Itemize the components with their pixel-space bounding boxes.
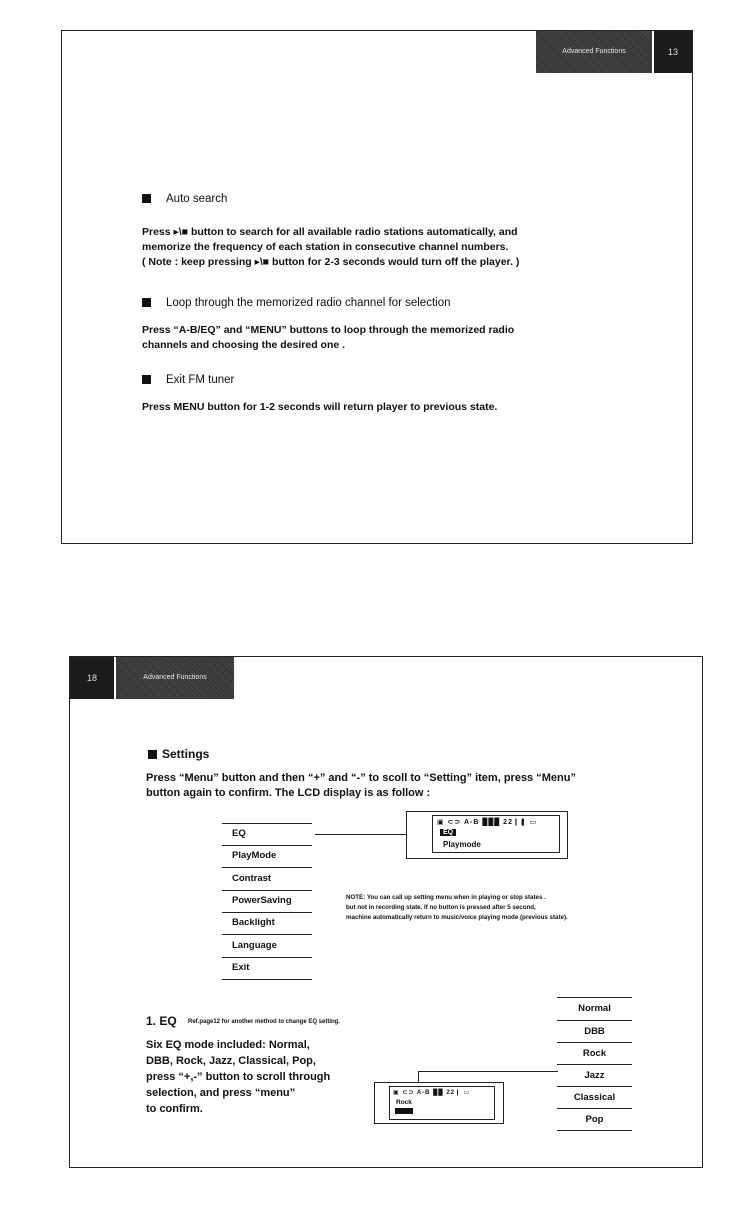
menu-item-backlight: Backlight [222, 912, 312, 935]
eq-mode-classical: Classical [557, 1086, 632, 1109]
lcd-status-icons: ▣ ⊂⊃ A-B ███ 22❙❚ ▭ [437, 819, 538, 826]
eq-mode-normal: Normal [557, 997, 632, 1020]
manual-page-18 [69, 656, 703, 1168]
page-header [536, 31, 692, 73]
settings-heading: Settings [148, 747, 209, 761]
page-header [70, 657, 234, 699]
eq-mode-jazz: Jazz [557, 1064, 632, 1087]
bullet-square-icon [148, 750, 157, 759]
lcd-eq-label: Rock [396, 1099, 412, 1106]
eq-mode-dbb: DBB [557, 1020, 632, 1043]
lcd-status-icons: ▣ ⊂⊃ A-B ██ 22❙ ▭ [393, 1090, 471, 1096]
menu-item-powersaving: PowerSaving [222, 890, 312, 913]
connector-line [418, 1071, 558, 1072]
eq-list-bottom-rule [557, 1130, 632, 1131]
loop-text: Press “A-B/EQ” and “MENU” buttons to loop through the memorized radio channels and choosing the desired one . [142, 324, 515, 351]
section-heading-loop: Loop through the memorized radio channel for selection [142, 297, 450, 309]
menu-item-eq: EQ [222, 823, 312, 846]
bullet-square-icon [142, 194, 151, 203]
exit-text: Press MENU button for 1-2 seconds will return player to previous state. [142, 401, 498, 413]
connector-line-vertical [418, 1071, 419, 1083]
eq-description: Six EQ mode included: Normal, DBB, Rock, Jazz, Classical, Pop, press “+,-” button to scroll through selection, and press “menu” to confirm. [146, 1039, 331, 1115]
manual-page-13 [61, 30, 693, 544]
lcd-display-settings [406, 811, 568, 859]
eq-mode-pop: Pop [557, 1108, 632, 1131]
header-title: Advanced Functions [536, 31, 652, 73]
eq-reference: Ref.page12 for another method to change EQ setting. [188, 1019, 341, 1025]
lcd-display-eq [374, 1082, 504, 1124]
eq-title: 1. EQ [146, 1014, 177, 1028]
lcd-screen [389, 1086, 495, 1120]
auto-search-text: Press ▸\■ button to search for all available radio stations automatically, and memorize the frequency of each station in consecutive channel numbers. ( Note : keep pressing ▸\■ button for 2-3 seconds would turn off the player. ) [142, 226, 520, 268]
bullet-square-icon [142, 375, 151, 384]
page-number: 13 [654, 31, 692, 73]
settings-note: NOTE: You can call up setting menu when in playing or stop states . but not in recording state. If no button is pressed after 5 second, machine automatically return to music/voice playing mode (previous state). [346, 894, 568, 921]
menu-item-exit: Exit [222, 957, 312, 980]
connector-line [315, 834, 407, 835]
lcd-selected-item: EQ [440, 829, 456, 836]
header-title: Advanced Functions [116, 657, 234, 699]
menu-item-contrast: Contrast [222, 868, 312, 891]
page-number: 18 [70, 657, 114, 699]
lcd-screen [432, 815, 560, 853]
menu-item-playmode: PlayMode [222, 845, 312, 868]
section-heading-exit: Exit FM tuner [142, 374, 234, 386]
bullet-square-icon [142, 298, 151, 307]
menu-item-language: Language [222, 935, 312, 958]
eq-mode-rock: Rock [557, 1042, 632, 1065]
section-heading-auto-search: Auto search [142, 193, 227, 205]
lcd-highlight-bar [395, 1108, 413, 1114]
lcd-next-item: Playmode [443, 840, 481, 849]
settings-intro: Press “Menu” button and then “+” and “-” to scoll to “Setting” item, press “Menu” button again to confirm. The LCD display is as follow : [146, 772, 576, 799]
